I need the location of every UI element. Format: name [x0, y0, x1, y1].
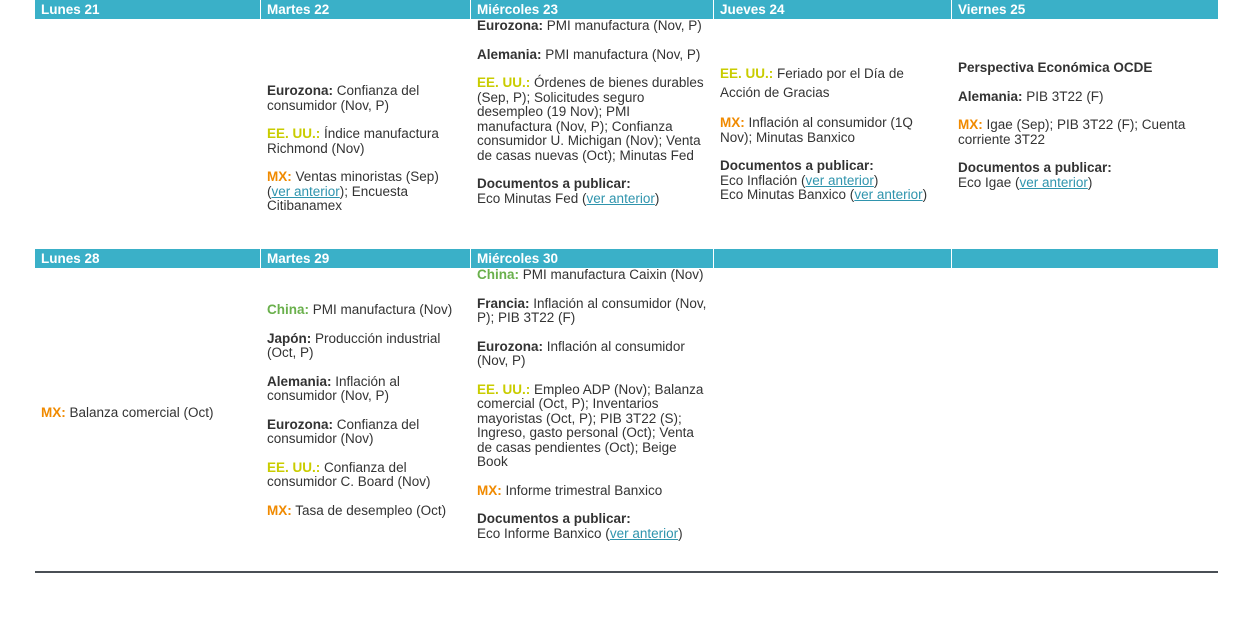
event-entry — [958, 118, 1212, 147]
event-title: Perspectiva Económica OCDE — [958, 60, 1153, 75]
economic-calendar — [35, 0, 1218, 558]
event-text: Feriado por el Día de Acción de Gracias — [720, 66, 904, 100]
event-text: Órdenes de bienes durables (Sep, P); Solicitudes seguro desempleo (19 Nov); PMI manufactura (Nov, P); Confianza consumidor U. Michigan (Nov); Venta de casas nuevas (Oct); Minutas Fed — [477, 75, 704, 163]
region-label: EE. UU.: — [267, 459, 321, 475]
event-text: Índice manufactura Richmond (Nov) — [267, 126, 439, 156]
region-label: MX: — [958, 117, 983, 132]
day-cell-wed30 — [471, 268, 714, 558]
region-label: EE. UU.: — [720, 66, 774, 81]
week2-body-row — [35, 268, 1218, 558]
day-header-wed23: Miércoles 23 — [471, 0, 714, 19]
event-text: Confianza del consumidor (Nov, P) — [267, 83, 420, 113]
event-text: Producción industrial (Oct, P) — [267, 330, 441, 360]
document-text: ) — [873, 172, 879, 188]
event-entry — [267, 461, 465, 490]
documents-label: Documentos a publicar: — [720, 158, 874, 173]
week1-body-row — [35, 19, 1218, 249]
documents-block — [958, 161, 1212, 190]
day-header-empty-2 — [952, 249, 1218, 268]
see-previous-link[interactable]: ver anterior — [1019, 174, 1088, 190]
day-cell-mon28 — [35, 268, 261, 558]
event-entry — [477, 48, 708, 63]
day-header-tue29: Martes 29 — [261, 249, 471, 268]
region-label: Eurozona: — [477, 338, 543, 354]
region-label: Alemania: — [477, 46, 542, 62]
event-text: Confianza del consumidor C. Board (Nov) — [267, 459, 431, 489]
bottom-divider — [35, 571, 1218, 573]
day-cell-tue22 — [261, 19, 471, 249]
day-cell-mon21 — [35, 19, 261, 249]
document-text: Eco Inflación ( — [720, 172, 806, 188]
event-entry — [267, 170, 465, 214]
documents-block — [477, 512, 708, 541]
day-header-mon21: Lunes 21 — [35, 0, 261, 19]
day-cell-empty-2 — [952, 268, 1218, 558]
week1-header-row — [35, 0, 1218, 19]
event-text: Ventas minoristas (Sep) ( — [267, 169, 439, 199]
event-text: PMI manufactura (Nov) — [309, 302, 453, 317]
document-text: Eco Minutas Fed ( — [477, 190, 587, 206]
event-text: PIB 3T22 (F) — [1022, 88, 1104, 104]
document-text: Eco Informe Banxico ( — [477, 525, 610, 541]
document-text: Eco Igae ( — [958, 174, 1020, 190]
documents-block — [720, 159, 946, 203]
event-entry — [267, 127, 465, 156]
documents-block — [477, 177, 708, 206]
day-header-mon28: Lunes 28 — [35, 249, 261, 268]
event-entry — [477, 268, 708, 283]
region-label: Japón: — [267, 330, 312, 346]
event-text: Inflación al consumidor (1Q Nov); Minutas Banxico — [720, 115, 913, 145]
region-label: MX: — [477, 482, 502, 498]
document-text: ) — [1087, 174, 1093, 190]
event-entry — [267, 418, 465, 447]
event-entry — [267, 375, 465, 404]
document-text: ) — [922, 187, 928, 202]
day-header-tue22: Martes 22 — [261, 0, 471, 19]
region-label: Francia: — [477, 295, 530, 311]
region-label: Eurozona: — [477, 18, 543, 33]
documents-label: Documentos a publicar: — [477, 176, 631, 191]
event-entry — [41, 406, 255, 421]
region-label: Eurozona: — [267, 416, 333, 432]
region-label: MX: — [267, 502, 292, 518]
day-cell-thu24 — [714, 19, 952, 249]
document-text: Eco Minutas Banxico ( — [720, 187, 855, 202]
day-cell-tue29 — [261, 268, 471, 558]
documents-label: Documentos a publicar: — [477, 511, 631, 526]
week2-header-row — [35, 249, 1218, 268]
event-text: PMI manufactura (Nov, P) — [541, 46, 701, 62]
event-entry — [477, 76, 708, 163]
day-header-thu24: Jueves 24 — [714, 0, 952, 19]
day-header-fri25: Viernes 25 — [958, 2, 1026, 17]
event-text: Informe trimestral Banxico — [501, 482, 663, 498]
event-entry — [477, 19, 708, 34]
region-label: China: — [267, 302, 309, 317]
event-entry — [958, 90, 1212, 105]
region-label: China: — [477, 267, 519, 282]
region-label: MX: — [267, 169, 292, 185]
event-text: Igae (Sep); PIB 3T22 (F); Cuenta corriente 3T22 — [958, 117, 1186, 147]
event-text: Balanza comercial (Oct) — [65, 404, 214, 420]
event-entry — [477, 340, 708, 369]
event-entry — [720, 64, 946, 102]
day-cell-fri25 — [952, 19, 1218, 249]
region-label: MX: — [720, 115, 745, 130]
day-cell-wed23 — [471, 19, 714, 249]
region-label: EE. UU.: — [477, 75, 531, 90]
event-entry — [477, 297, 708, 326]
day-header-empty-1 — [714, 249, 952, 268]
day-cell-empty-1 — [714, 268, 952, 558]
event-text: Confianza del consumidor (Nov) — [267, 416, 420, 446]
document-text: ) — [654, 190, 660, 206]
event-entry — [958, 61, 1212, 76]
event-entry — [267, 332, 465, 361]
event-entry — [267, 303, 465, 318]
documents-label: Documentos a publicar: — [958, 160, 1112, 175]
see-previous-link[interactable]: ver anterior — [609, 525, 679, 541]
region-label: EE. UU.: — [477, 381, 531, 397]
event-text: Tasa de desempleo (Oct) — [291, 502, 447, 518]
event-text: PMI manufactura Caixin (Nov) — [519, 267, 704, 282]
see-previous-link[interactable]: ver anterior — [586, 190, 655, 206]
event-text: Empleo ADP (Nov); Balanza comercial (Oct, P); Inventarios mayoristas (Oct, P); PIB 3T22 (S); Ingreso, gasto personal (Oct); Venta de casas pendientes (Oct); Beige Book — [477, 381, 704, 469]
event-text: Inflación al consumidor (Nov, P); PIB 3T22 (F) — [477, 295, 707, 325]
event-text: ); Encuesta Citibanamex — [267, 183, 409, 214]
region-label: EE. UU.: — [267, 126, 321, 142]
event-entry — [267, 84, 465, 113]
region-label: Eurozona: — [267, 83, 333, 99]
event-entry — [477, 484, 708, 499]
document-text: ) — [678, 525, 683, 541]
event-text: Inflación al consumidor (Nov, P) — [267, 373, 400, 403]
event-entry — [720, 116, 946, 145]
event-text: Inflación al consumidor (Nov, P) — [477, 338, 685, 368]
region-label: Alemania: — [958, 88, 1023, 104]
region-label: MX: — [41, 404, 66, 420]
event-text: PMI manufactura (Nov, P) — [543, 18, 702, 33]
see-previous-link[interactable]: ver anterior — [271, 183, 340, 199]
event-entry — [477, 383, 708, 470]
see-previous-link[interactable]: ver anterior — [805, 172, 874, 188]
day-header-wed30: Miércoles 30 — [471, 249, 714, 268]
see-previous-link[interactable]: ver anterior — [854, 187, 923, 202]
region-label: Alemania: — [267, 373, 332, 389]
event-entry — [267, 504, 465, 519]
